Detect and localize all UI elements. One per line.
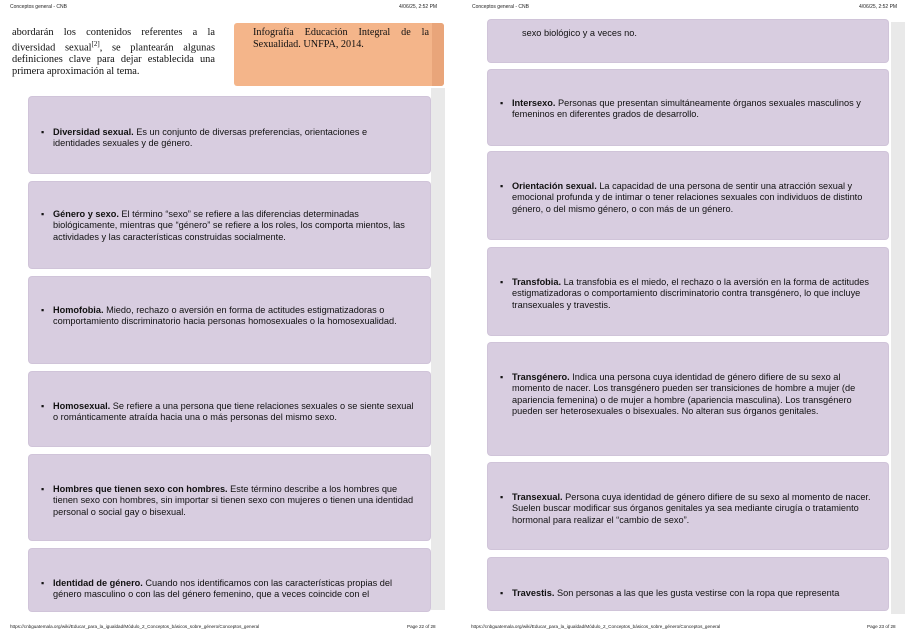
definition-card xyxy=(29,182,430,268)
definition-item: ▪ Transfobia. La transfobia es el miedo, el rechazo o la aversión en la forma de actitudes estigmatizadoras o comportamiento discriminatorio contra transgénero, lo que incluye transexuales y travestis. xyxy=(500,277,869,310)
infobox xyxy=(234,23,444,86)
infobox-text: Infografía Educación Integral de la Sexualidad. UNFPA, 2014. xyxy=(253,27,429,50)
left-scrollbar[interactable] xyxy=(431,88,445,610)
right-scrollbar[interactable] xyxy=(891,22,905,614)
term: Homofobia. xyxy=(53,305,104,315)
definition-card xyxy=(29,455,430,540)
definition: Indica una persona cuya identidad de género difiere de su sexo al momento de nacer. Los transgénero pueden ser transiciones de hombre a mujer (de apariencia femenina) o de mujer a hombre (apariencia masculina). Los transgénero pueden ser heterosexuales o bisexuales. No alteran sus órganos genitales. xyxy=(512,372,856,417)
definition: Miedo, rechazo o aversión en forma de actitudes estigmatizadoras o comportamiento discriminatorio hacia personas homosexuales o la homosexualidad. xyxy=(53,305,397,327)
left-footer-page: Page 22 of 28 xyxy=(407,624,436,629)
term: Homosexual. xyxy=(53,401,111,411)
right-footer-page: Page 23 of 28 xyxy=(867,624,896,629)
definition: Persona cuya identidad de género difiere de su sexo al momento de nacer. Suelen buscar modificar sus órganos genitales ya sea mediante cirugía o tratamiento hormonal para realizar el “cambio de sexo”. xyxy=(512,492,871,525)
right-header-datetime: 4/06/25, 2:52 PM xyxy=(859,4,898,10)
definition: Este término describe a los hombres que tienen sexo con hombres, sin importar si tienen sexo con mujeres o tienen una identidad personal o social gay o bisexual. xyxy=(53,484,414,517)
page-divider xyxy=(450,0,463,641)
definition-item: ▪ Travestis. Son personas a las que les gusta vestirse con la ropa que representa xyxy=(500,588,840,598)
right-header-title: Conceptos general - CNB xyxy=(472,4,529,10)
definition: Personas que presentan simultáneamente órganos sexuales masculinos y femeninos en diferentes grados de desarrollo. xyxy=(512,98,861,120)
left-footer-url: https://cnbguatemala.org/wiki/Educar_para_la_igualdad/Módulo_2_Conceptos_básicos_sobre_género/Conceptos_general xyxy=(10,624,260,629)
definition: El término “sexo” se refiere a las diferencias determinadas biológicamente, mientras que “género” se refiere a los roles, los comporta mientos, las actividades y las características construidas socialmente. xyxy=(53,209,405,242)
definition: Cuando nos identificamos con las características propias del género masculino o con las del género femenino, que a veces coincide con el xyxy=(53,578,393,600)
term: Género y sexo. xyxy=(53,209,119,219)
definition-card xyxy=(488,558,888,610)
definition-card xyxy=(29,549,430,611)
right-footer-url: https://cnbguatemala.org/wiki/Educar_para_la_igualdad/Módulo_2_Conceptos_básicos_sobre_género/Conceptos_general xyxy=(471,624,721,629)
definition-card xyxy=(488,343,888,455)
left-header-title: Conceptos general - CNB xyxy=(10,4,67,10)
definition-item: ▪ Diversidad sexual. Es un conjunto de diversas preferencias, orientaciones e identidades sexuales y de género. xyxy=(41,127,368,149)
definition: La capacidad de una persona de sentir una atracción sexual y emocional profunda y de intimar o tener relaciones sexuales con individuos de distinto género, o del mismo género, o con más de un género. xyxy=(512,181,863,214)
definition-card xyxy=(488,152,888,239)
definition-card xyxy=(488,20,888,62)
definition-item: ▪ Homosexual. Se refiere a una persona que tiene relaciones sexuales o se siente sexual o románticamente atraída hacia una o más personas del mismo sexo. xyxy=(41,401,414,423)
term: Hombres que tienen sexo con hombres. xyxy=(53,484,228,494)
definition: Se refiere a una persona que tiene relaciones sexuales o se siente sexual o románticamente atraída hacia una o más personas del mismo sexo. xyxy=(53,401,414,423)
definition-item: ▪ Género y sexo. El término “sexo” se refiere a las diferencias determinadas biológicamente, mientras que “género” se refiere a los roles, los comporta mientos, las actividades y las características construidas socialmente. xyxy=(41,209,405,242)
definition: La transfobia es el miedo, el rechazo o la aversión en la forma de actitudes estigmatizadoras o comportamiento discriminatorio contra transgénero, lo que incluye transexuales y travestis. xyxy=(512,277,869,310)
left-page xyxy=(0,0,450,641)
right-page xyxy=(463,0,914,641)
definition-item: ▪ Transgénero. Indica una persona cuya identidad de género difiere de su sexo al momento de nacer. Los transgénero pueden ser transiciones de hombre a mujer (de apariencia femenina) o de mujer a hombre (apariencia masculina). Los transgénero pueden ser heterosexuales o bisexuales. No alteran sus órganos genitales. xyxy=(500,372,856,417)
term: Intersexo. xyxy=(512,98,556,108)
intro-text: abordarán los contenidos referentes a la diversidad sexual xyxy=(12,27,215,54)
definition-item: ▪ Transexual. Persona cuya identidad de género difiere de su sexo al momento de nacer. Suelen buscar modificar sus órganos genitales ya sea mediante cirugía o tratamiento hormonal para realizar el “cambio de sexo”. xyxy=(500,492,871,525)
definition-card xyxy=(488,248,888,335)
term: Orientación sexual. xyxy=(512,181,597,191)
definition-item: ▪ Identidad de género. Cuando nos identificamos con las características propias del género masculino o con las del género femenino, que a veces coincide con el xyxy=(41,578,393,600)
definition-card xyxy=(29,372,430,446)
term: Identidad de género. xyxy=(53,578,143,588)
infobox-edge xyxy=(432,23,444,86)
left-header-datetime: 4/06/25, 2:52 PM xyxy=(399,4,438,10)
definition: Son personas a las que les gusta vestirse con la ropa que representa xyxy=(554,588,840,598)
definition-card xyxy=(29,97,430,173)
continued-text: sexo biológico y a veces no. xyxy=(522,28,637,38)
definition-item: ▪ Intersexo. Personas que presentan simultáneamente órganos sexuales masculinos y femeninos en diferentes grados de desarrollo. xyxy=(500,98,861,120)
definition-card xyxy=(488,70,888,145)
term: Travestis. xyxy=(512,588,555,598)
definition-card xyxy=(29,277,430,363)
term: Transfobia. xyxy=(512,277,562,287)
definition-item: ▪ Orientación sexual. La capacidad de una persona de sentir una atracción sexual y emocional profunda y de intimar o tener relaciones sexuales con individuos de distinto género, o del mismo género, o con más de un género. xyxy=(500,181,863,214)
intro-text-cont: , se plantearán algunas definiciones clave para dejar establecida una primera aproximación al tema. xyxy=(12,42,215,77)
definition-item: ▪ Hombres que tienen sexo con hombres. Este término describe a los hombres que tienen sexo con hombres, sin importar si tienen sexo con mujeres o tienen una identidad personal o social gay o bisexual. xyxy=(41,484,414,517)
term: Transgénero. xyxy=(512,372,570,382)
definition-item: ▪ Homofobia. Miedo, rechazo o aversión en forma de actitudes estigmatizadoras o comportamiento discriminatorio hacia personas homosexuales o la homosexualidad. xyxy=(41,305,397,327)
term: Transexual. xyxy=(512,492,563,502)
definition: Es un conjunto de diversas preferencias, orientaciones e identidades sexuales y de género. xyxy=(53,127,368,149)
definition-card xyxy=(488,463,888,549)
term: Diversidad sexual. xyxy=(53,127,134,137)
footnote-ref[interactable]: [2] xyxy=(91,39,100,48)
intro-paragraph xyxy=(12,27,215,78)
